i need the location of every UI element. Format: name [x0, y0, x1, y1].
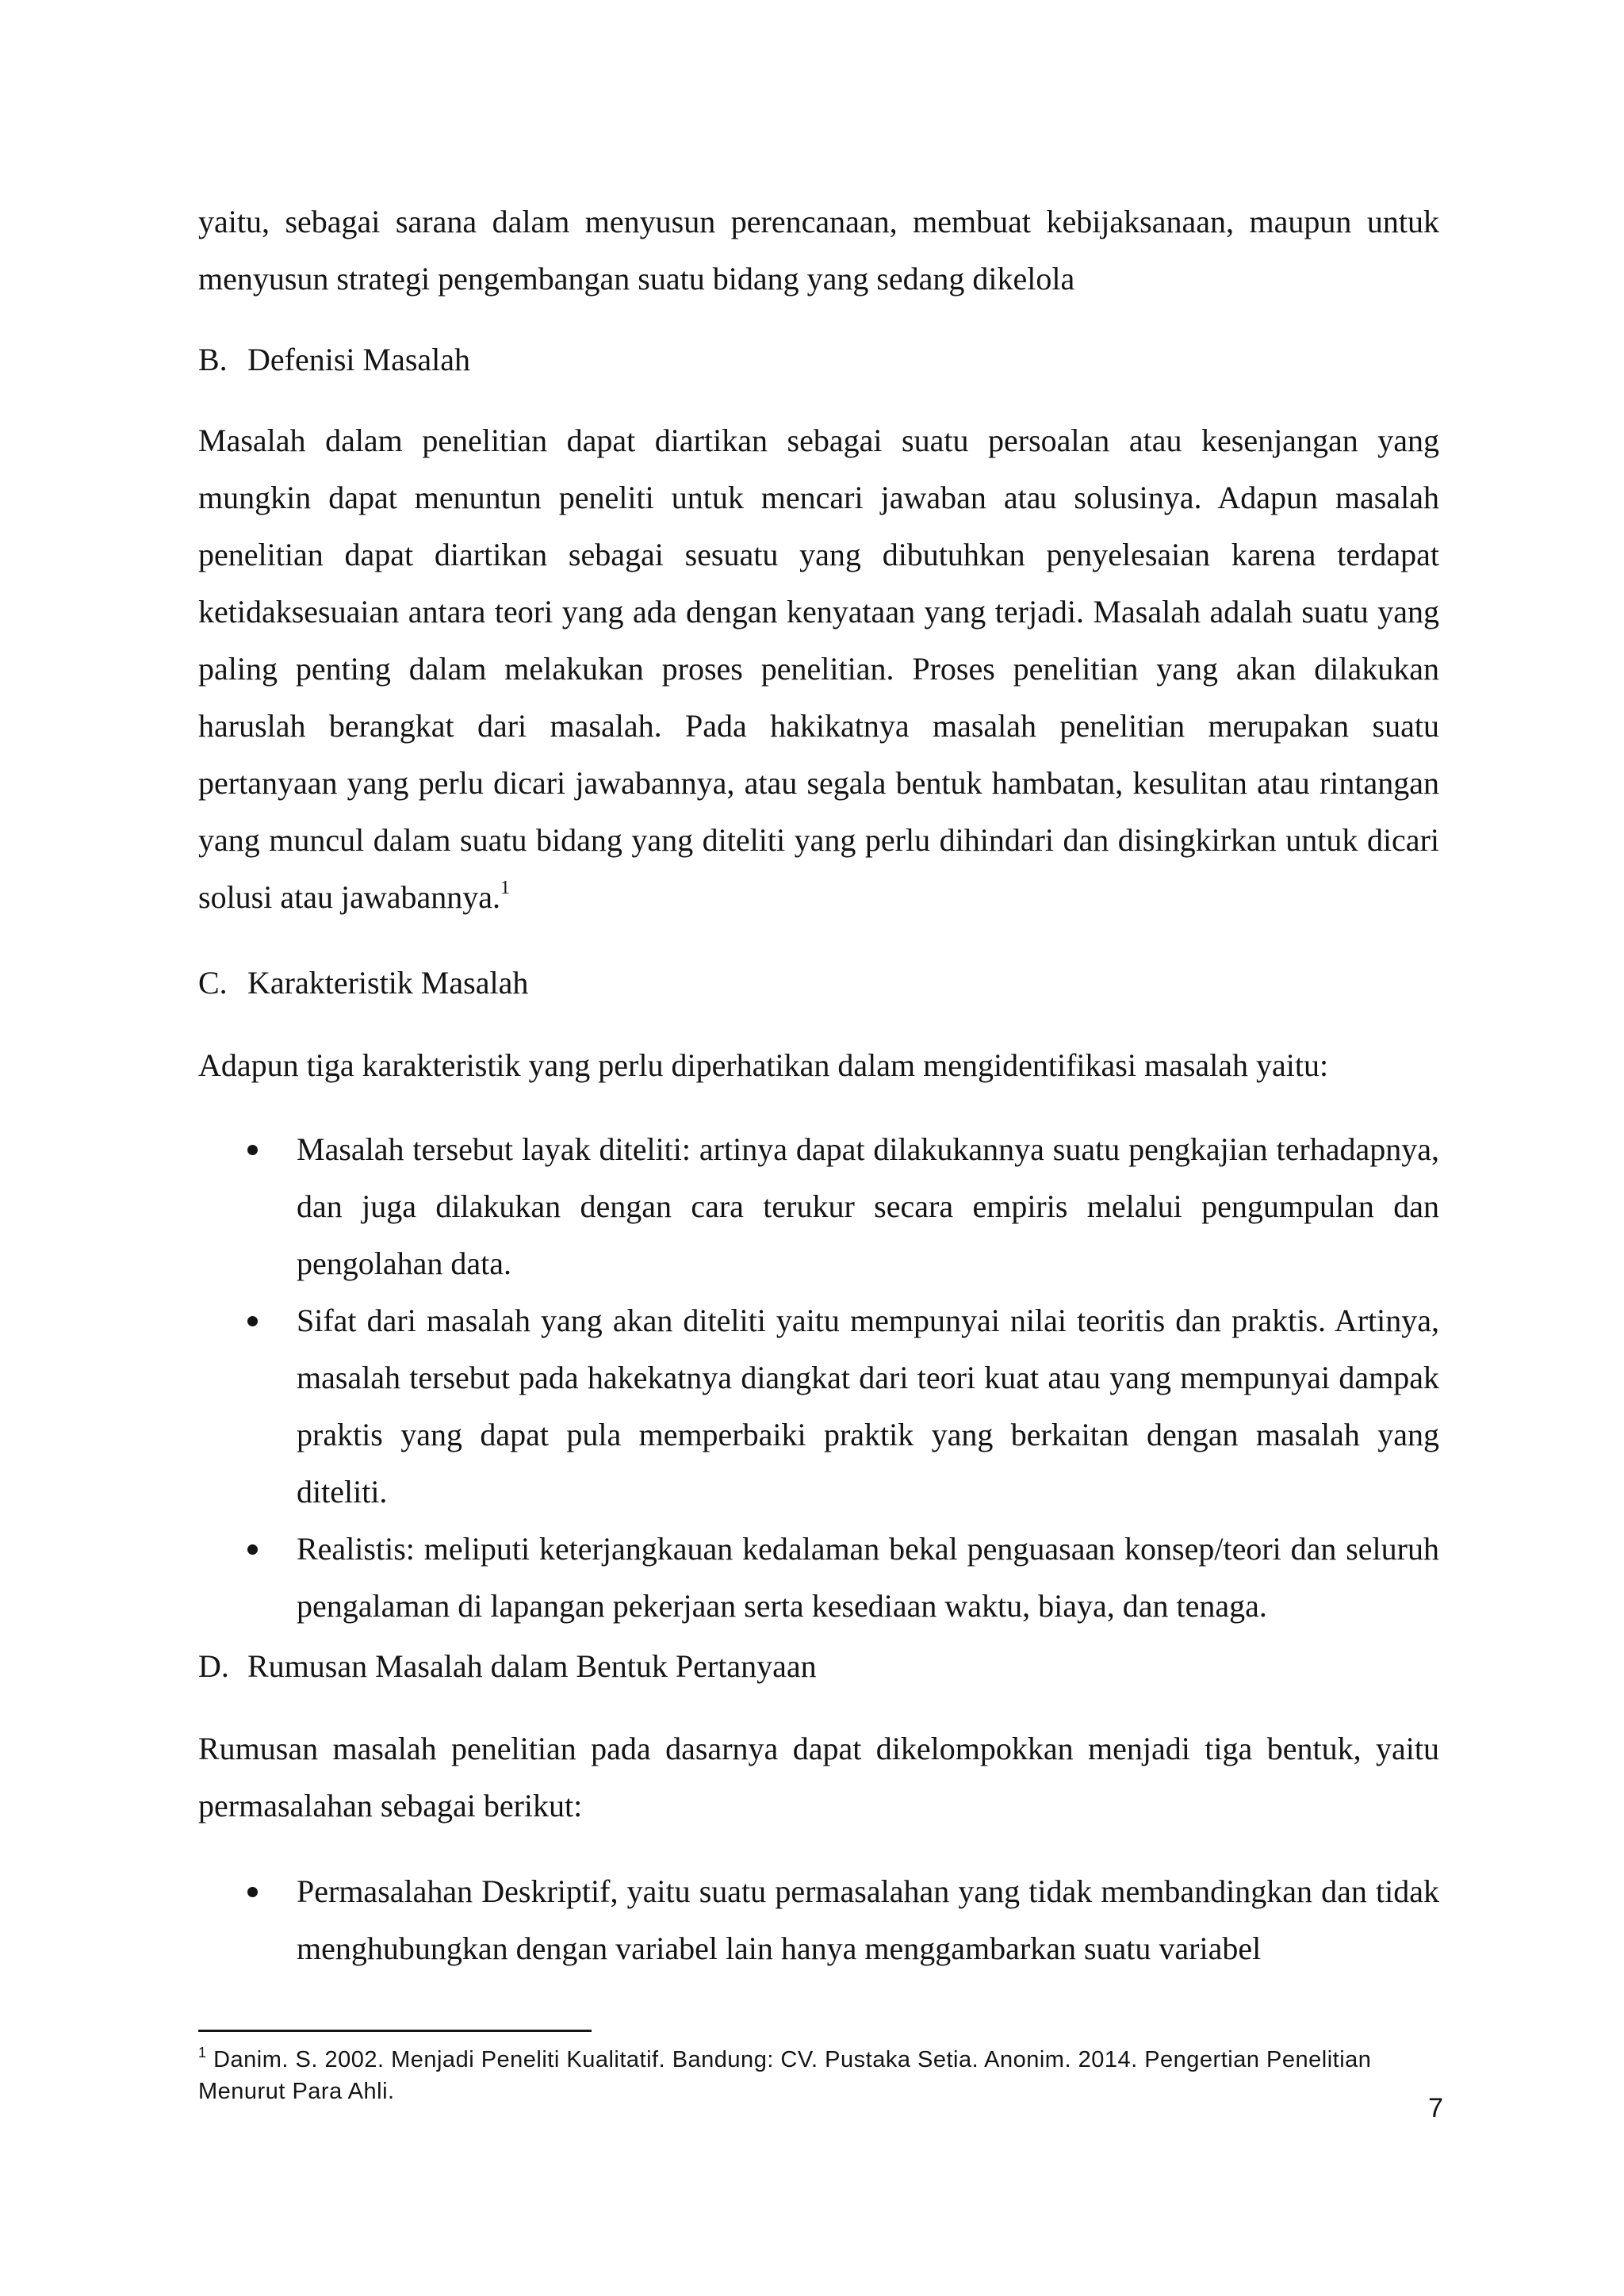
list-item	[198, 1521, 1439, 1635]
intro-block	[198, 193, 1439, 308]
section-d-intro: Rumusan masalah penelitian pada dasarnya dapat dikelompokkan menjadi tiga bentuk, yaitu permasalahan sebagai berikut:	[198, 1731, 1439, 1823]
section-c-list	[198, 1121, 1439, 1635]
section-b-paragraph	[198, 412, 1439, 926]
bullet-icon	[247, 1521, 279, 1578]
section-c-list-block	[198, 1121, 1439, 1635]
section-d-letter: D.	[198, 1648, 229, 1684]
section-d-heading-block	[198, 1638, 1439, 1695]
section-b-title: Defenisi Masalah	[247, 342, 471, 377]
bullet-icon	[247, 1121, 279, 1178]
section-c-title: Karakteristik Masalah	[247, 965, 529, 1001]
section-b-letter: B.	[198, 342, 228, 377]
page-number: 7	[1428, 2093, 1443, 2123]
section-c-intro-block	[198, 1037, 1439, 1094]
list-item	[198, 1863, 1439, 1977]
section-b-paragraph-text: Masalah dalam penelitian dapat diartikan sebagai suatu persoalan atau kesenjangan yang mungkin dapat menuntun peneliti untuk mencari jawaban atau solusinya. Adapun masalah penelitian dapat diartikan sebagai sesuatu yang dibutuhkan penyelesaian karena terdapat ketidaksesuaian antara teori yang ada dengan kenyataan yang terjadi. Masalah adalah suatu yang paling penting dalam melakukan proses penelitian. Proses penelitian yang akan dilakukan haruslah berangkat dari masalah. Pada hakikatnya masalah penelitian merupakan suatu pertanyaan yang perlu dicari jawabannya, atau segala bentuk hambatan, kesulitan atau rintangan yang muncul dalam suatu bidang yang diteliti yang perlu dihindari dan disingkirkan untuk dicari solusi atau jawabannya.	[198, 423, 1439, 915]
list-item-text: Permasalahan Deskriptif, yaitu suatu permasalahan yang tidak membandingkan dan tidak menghubungkan dengan variabel lain hanya menggambarkan suatu variabel	[297, 1873, 1439, 1966]
list-item-text: Masalah tersebut layak diteliti: artinya dapat dilakukannya suatu pengkajian terhadapnya, dan juga dilakukan dengan cara terukur secara empiris melalui pengumpulan dan pengolahan data.	[297, 1131, 1439, 1281]
footnote-number: 1	[198, 2045, 207, 2061]
section-b-heading	[198, 331, 1439, 388]
intro-paragraph: yaitu, sebagai sarana dalam menyusun perencanaan, membuat kebijaksanaan, maupun untuk menyusun strategi pengembangan suatu bidang yang sedang dikelola	[198, 204, 1439, 297]
list-item	[198, 1121, 1439, 1292]
section-c-intro: Adapun tiga karakteristik yang perlu diperhatikan dalam mengidentifikasi masalah yaitu:	[198, 1047, 1329, 1083]
bullet-icon	[247, 1863, 279, 1920]
section-b-heading-block	[198, 331, 1439, 388]
section-c-heading-block	[198, 955, 1439, 1012]
section-b-body	[198, 412, 1439, 926]
list-item-text: Sifat dari masalah yang akan diteliti yaitu mempunyai nilai teoritis dan praktis. Artinya, masalah tersebut pada hakekatnya diangkat dari teori kuat atau yang mempunyai dampak praktis yang dapat pula memperbaiki praktik yang berkaitan dengan masalah yang diteliti.	[297, 1303, 1439, 1510]
section-c-heading	[198, 955, 1439, 1012]
footnote-separator	[198, 2030, 592, 2032]
footnote-reference[interactable]: 1	[500, 878, 510, 898]
section-d-title: Rumusan Masalah dalam Bentuk Pertanyaan	[247, 1648, 817, 1684]
section-d-intro-block	[198, 1720, 1439, 1835]
section-d-list-block	[198, 1863, 1439, 1977]
section-c-letter: C.	[198, 965, 228, 1001]
section-d-heading	[198, 1638, 1439, 1695]
section-d-list	[198, 1863, 1439, 1977]
footnote-text: Danim. S. 2002. Menjadi Peneliti Kualitatif. Bandung: CV. Pustaka Setia. Anonim. 2014. Pengertian Penelitian Menurut Para Ahli.	[198, 2047, 1372, 2104]
list-item	[198, 1292, 1439, 1521]
bullet-icon	[247, 1292, 279, 1349]
list-item-text: Realistis: meliputi keterjangkauan kedalaman bekal penguasaan konsep/teori dan seluruh pengalaman di lapangan pekerjaan serta kesediaan waktu, biaya, dan tenaga.	[297, 1531, 1439, 1624]
footnote	[198, 2044, 1439, 2107]
